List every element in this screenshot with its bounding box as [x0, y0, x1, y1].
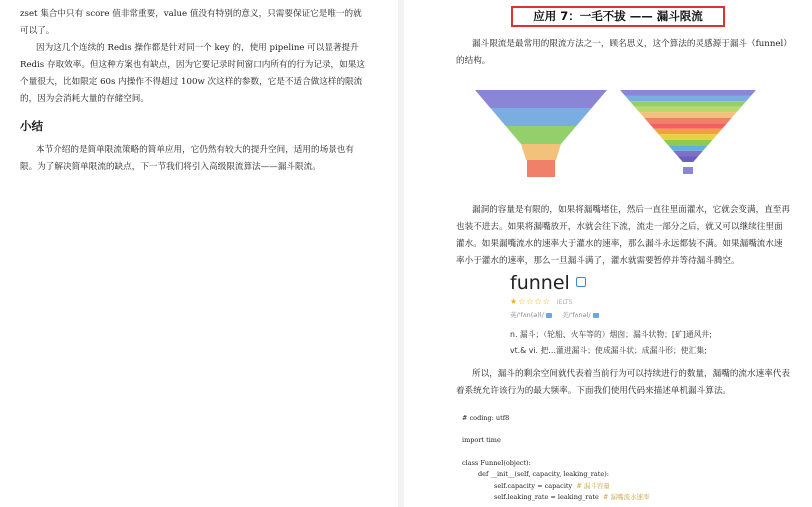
funnel-right-band: [654, 129, 722, 135]
left-paragraph-1: zset 集合中只有 score 值非常重要，value 值没有特别的意义，只需要保证它是唯一的就可以了。: [20, 9, 362, 36]
code-line: import time: [462, 436, 501, 444]
phonetic-row: [510, 310, 770, 319]
funnel-right-outlet: [683, 167, 693, 174]
code-line: [494, 492, 649, 501]
funnel-left: [475, 90, 607, 177]
funnel-left-band: [490, 108, 591, 126]
phonetic-us: 美/'fʌnəl/: [561, 311, 591, 319]
definition-noun: n. 漏斗；（轮船、火车等的）烟囱；漏斗状物；[矿]通风井;: [510, 330, 712, 339]
code-text: self.leaking_rate = leaking_rate: [494, 493, 599, 501]
funnel-left-band: [521, 144, 561, 160]
funnel-left-spout: [527, 160, 555, 177]
funnel-right-band: [639, 112, 736, 118]
funnel-right-band: [673, 151, 703, 157]
speaker-icon-us[interactable]: [593, 313, 599, 318]
funnel-left-band: [475, 90, 607, 108]
dictionary-word: funnel: [510, 272, 570, 294]
right-paragraph-2: 漏洞的容量是有限的，如果将漏嘴堵住，然后一直往里面灌水，它就会变满，直至再也装不进去。如果将漏嘴放开，水就会往下流，流走一部分之后，就又可以继续往里面灌水。如果漏嘴流水的速率大于灌水的速率，那么漏斗永远都装不满。如果漏嘴流水速率小于灌水的速率，那么一旦漏斗满了，灌水就需要暂停并等待漏斗腾空。: [456, 205, 790, 266]
level-tag: IELTS: [556, 299, 573, 306]
rating-stars: ★☆☆☆☆ IELTS: [510, 297, 573, 306]
funnel-right-band: [625, 96, 751, 102]
funnel-right-band: [659, 134, 718, 140]
funnel-right-band: [649, 123, 727, 129]
left-page: [0, 0, 396, 507]
funnel-right-band: [663, 140, 712, 146]
left-paragraph-2: 因为这几个连续的 Redis 操作都是针对同一个 key 的，使用 pipeline 可以显著提升 Redis 存取效率。但这种方案也有缺点，因为它要记录时间窗口内所有的行为记录，如果这个量很大，比如限定 60s 内操作不得超过 100w 次这样的参数，它是不适合做这样的限流的，因为会消耗大量的存储空间。: [20, 43, 365, 104]
definition-verb: vt.& vi. 把…灌进漏斗；使成漏斗状；成漏斗形；使汇集;: [510, 346, 707, 355]
code-line: [494, 481, 610, 490]
funnel-left-band: [506, 126, 577, 144]
page-gutter: [398, 0, 404, 507]
right-paragraph-1: 漏斗限流是最常用的限流方法之一，顾名思义，这个算法的灵感源于漏斗（funnel）的结构。: [456, 39, 788, 66]
funnel-right: [620, 90, 756, 174]
code-comment: # 漏嘴流水速率: [602, 493, 650, 501]
dictionary-link-icon[interactable]: [576, 277, 586, 287]
code-line: def __init__(self, capacity, leaking_rate):: [478, 470, 609, 478]
left-paragraph-3: 本节介绍的是简单限流策略的简单应用，它仍然有较大的提升空间，适用的场景也有限。为了解决简单限流的缺点，下一节我们将引入高级限流算法——漏斗限流。: [20, 145, 354, 172]
code-comment: # 漏斗容量: [576, 482, 610, 490]
code-line: class Funnel(object):: [462, 459, 531, 467]
funnel-illustration: [406, 0, 812, 180]
funnel-right-band: [630, 101, 747, 107]
section-heading-summary: 小结: [20, 119, 43, 133]
funnel-right-band: [644, 118, 732, 124]
funnel-right-band: [620, 90, 756, 96]
speaker-icon-uk[interactable]: [546, 313, 552, 318]
phonetic-uk: 英/'fʌn(ə)l/: [510, 311, 544, 319]
dictionary-card: [510, 272, 770, 358]
chapter-title: 应用 7：一毛不拔 —— 漏斗限流: [511, 6, 725, 27]
code-text: self.capacity = capacity: [494, 482, 573, 490]
funnel-right-band: [634, 107, 741, 113]
code-line: # coding: utf8: [462, 414, 510, 422]
funnel-right-band: [668, 145, 707, 151]
funnel-right-band: [678, 156, 698, 162]
right-paragraph-3: 所以，漏斗的剩余空间就代表着当前行为可以持续进行的数量，漏嘴的流水速率代表着系统允许该行为的最大频率。下面我们使用代码来描述单机漏斗算法。: [456, 369, 790, 396]
right-page: [406, 0, 812, 507]
